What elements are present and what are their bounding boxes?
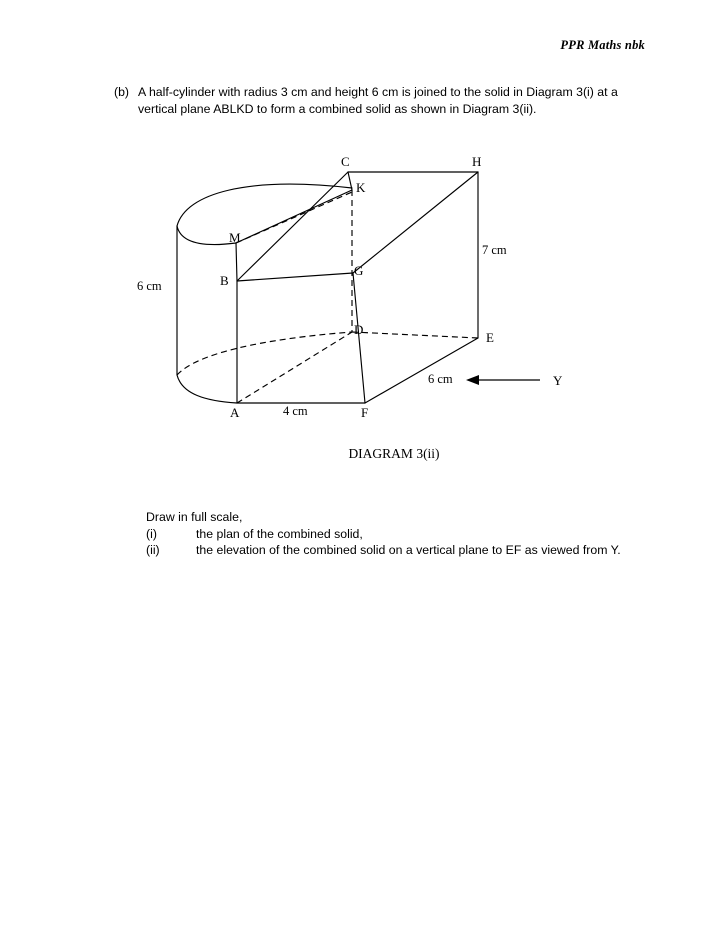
edge-HG — [353, 172, 478, 273]
edge-MB — [236, 243, 237, 281]
instruction-item-ii — [146, 542, 626, 559]
vertex-label-K: K — [356, 180, 366, 195]
diagram-caption: DIAGRAM 3(ii) — [348, 446, 440, 461]
vertex-label-G: G — [354, 263, 364, 278]
page-header: PPR Maths nbk — [560, 38, 645, 52]
instruction-text-ii: the elevation of the combined solid on a vertical plane to EF as viewed from Y. — [196, 543, 621, 557]
arrow-head — [466, 375, 479, 385]
dimension-label-depth: 6 cm — [428, 372, 453, 386]
arc-bottom-back-hidden — [177, 332, 352, 375]
edge-FE — [365, 338, 478, 403]
dimension-label-prism-height: 7 cm — [482, 243, 507, 257]
instruction-marker-ii: (ii) — [146, 543, 160, 557]
edge-DE-hidden — [352, 332, 478, 338]
instruction-marker-i: (i) — [146, 526, 157, 541]
arc-top-back — [177, 184, 352, 226]
edge-BG — [237, 273, 353, 281]
vertex-label-H: H — [472, 154, 482, 169]
vertex-label-F: F — [361, 405, 369, 420]
edge-MK — [236, 190, 352, 243]
vertex-label-E: E — [486, 330, 494, 345]
diagram-3ii — [0, 140, 728, 430]
viewpoint-arrow — [466, 375, 540, 385]
diagram-svg — [0, 140, 728, 430]
vertex-label-A: A — [230, 405, 240, 420]
edge-AD-hidden — [237, 332, 352, 403]
edge-BC — [237, 172, 348, 281]
instruction-item-i — [146, 526, 626, 543]
instruction-text-i: the plan of the combined solid, — [196, 526, 363, 541]
vertex-label-B: B — [220, 273, 229, 288]
arc-bottom-front — [177, 375, 237, 403]
edge-GF — [353, 273, 365, 403]
vertex-label-D: D — [354, 322, 364, 337]
viewpoint-label-Y: Y — [553, 373, 563, 388]
dimension-label-cylinder-height: 6 cm — [137, 279, 162, 293]
dimension-label-width: 4 cm — [283, 404, 308, 418]
vertex-label-M: M — [229, 230, 241, 245]
instructions-lead: Draw in full scale, — [146, 510, 243, 524]
instructions — [146, 509, 626, 559]
question-label: (b) — [114, 85, 130, 99]
question-text: A half-cylinder with radius 3 cm and height 6 cm is joined to the solid in Diagram 3(i) at a vertical plane ABLKD to form a combined solid as shown in Diagram 3(ii). — [138, 85, 618, 116]
arc-top-front — [177, 226, 236, 245]
vertex-label-C: C — [341, 154, 350, 169]
question-b — [114, 84, 634, 117]
